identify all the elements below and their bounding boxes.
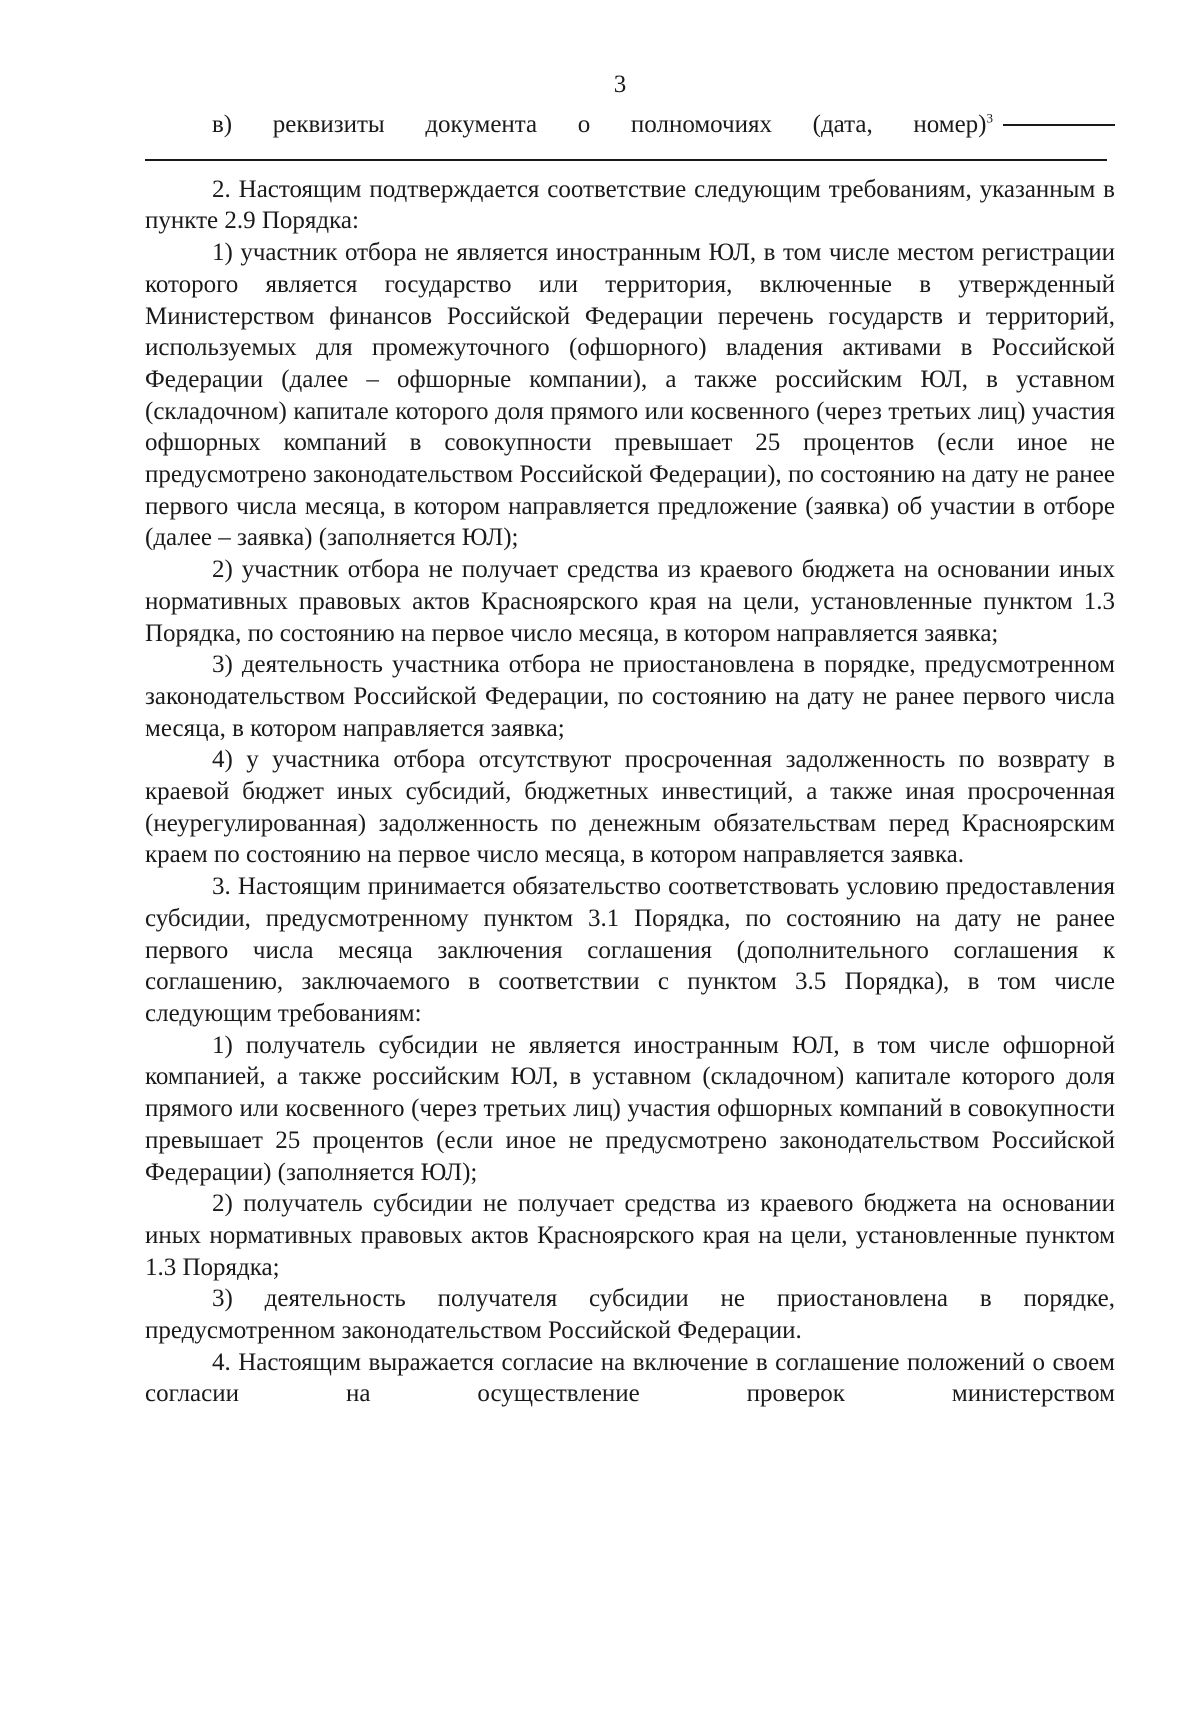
footnote-marker: 3 — [986, 110, 993, 126]
word-2: документа — [425, 111, 538, 138]
paragraph-3-3-activity-not-suspended: 3) деятельность получателя субсидии не приостановлена в порядке, предусмотренном законодательством Российской Федерации. — [145, 1285, 1115, 1345]
word-1: реквизиты — [272, 111, 385, 138]
word-4: полномочиях — [630, 111, 772, 138]
paragraph-2-4-no-overdue-debt: 4) у участника отбора отсутствуют просроченная задолженность по возврату в краевой бюджет иных субсидий, бюджетных инвестиций, а также иная просроченная (неурегулированная) задолженность по денежным обязательствам перед Красноярским краем по состоянию на первое число месяца, в котором направляется заявка. — [145, 746, 1115, 869]
fill-in-blank-line — [1003, 124, 1115, 126]
paragraph-2-2-no-regional-funds: 2) участник отбора не получает средства из краевого бюджета на основании иных нормативных правовых актов Красноярского края на цели, установленные пунктом 1.3 Порядка, по состоянию на первое число месяца, в котором направляется заявка; — [145, 556, 1115, 647]
paragraph-2-3-activity-not-suspended: 3) деятельность участника отбора не приостановлена в порядке, предусмотренном законодательством Российской Федерации, по состоянию на дату не ранее первого числа месяца, в котором направляется заявка; — [145, 651, 1115, 742]
word-6-with-footnote — [913, 109, 1115, 141]
word-3: о — [577, 111, 591, 138]
paragraph-2-1-not-foreign-entity: 1) участник отбора не является иностранным ЮЛ, в том числе местом регистрации которого является государство или территория, включенные в утвержденный Министерством финансов Российской Федерации перечень государств и территорий, используемых для промежуточного (офшорного) владения активами в Российской Федерации (далее – офшорные компании), а также российским ЮЛ, в уставном (складочном) капитале которого доля прямого или косвенного (через третьих лиц) участия офшорных компаний в совокупности превышает 25 процентов (если иное не предусмотрено законодательством Российской Федерации), по состоянию на дату не ранее первого числа месяца, в котором направляется предложение (заявка) об участии в отборе (далее – заявка) (заполняется ЮЛ); — [145, 239, 1115, 552]
paragraph-3-1-not-foreign-entity: 1) получатель субсидии не является иностранным ЮЛ, в том числе офшорной компанией, а также российским ЮЛ, в уставном (складочном) капитале которого доля прямого или косвенного (через третьих лиц) участия офшорных компаний в совокупности превышает 25 процентов (если иное не предусмотрено законодательством Российской Федерации) (заполняется ЮЛ); — [145, 1031, 1115, 1186]
item-label-v: в) — [212, 111, 233, 138]
paragraph-3-obligation: 3. Настоящим принимается обязательство соответствовать условию предоставления субсидии, предусмотренному пунктом 3.1 Порядка, по состоянию на дату не ранее первого числа месяца заключения соглашения (дополнительного соглашения к соглашению, заключаемого в соответствии с пунктом 3.5 Порядка), в том числе следующим требованиям: — [145, 873, 1115, 1027]
paragraph-2-compliance: 2. Настоящим подтверждается соответствие следующим требованиям, указанным в пункте 2.9 Порядка: — [145, 175, 1115, 235]
paragraph-3-2-no-regional-funds: 2) получатель субсидии не получает средства из краевого бюджета на основании иных нормативных правовых актов Красноярского края на цели, установленные пунктом 1.3 Порядка; — [145, 1190, 1115, 1281]
word-6: номер) — [913, 111, 987, 138]
authority-document-line — [145, 109, 1115, 141]
word-5: (дата, — [812, 111, 873, 138]
page-number: 3 — [613, 71, 627, 98]
document-body — [145, 109, 1115, 1410]
paragraph-4-consent: 4. Настоящим выражается согласие на включение в соглашение положений о своем согласии на осуществление проверок министерством — [145, 1348, 1115, 1408]
fill-in-blank-full-line — [145, 159, 1107, 161]
